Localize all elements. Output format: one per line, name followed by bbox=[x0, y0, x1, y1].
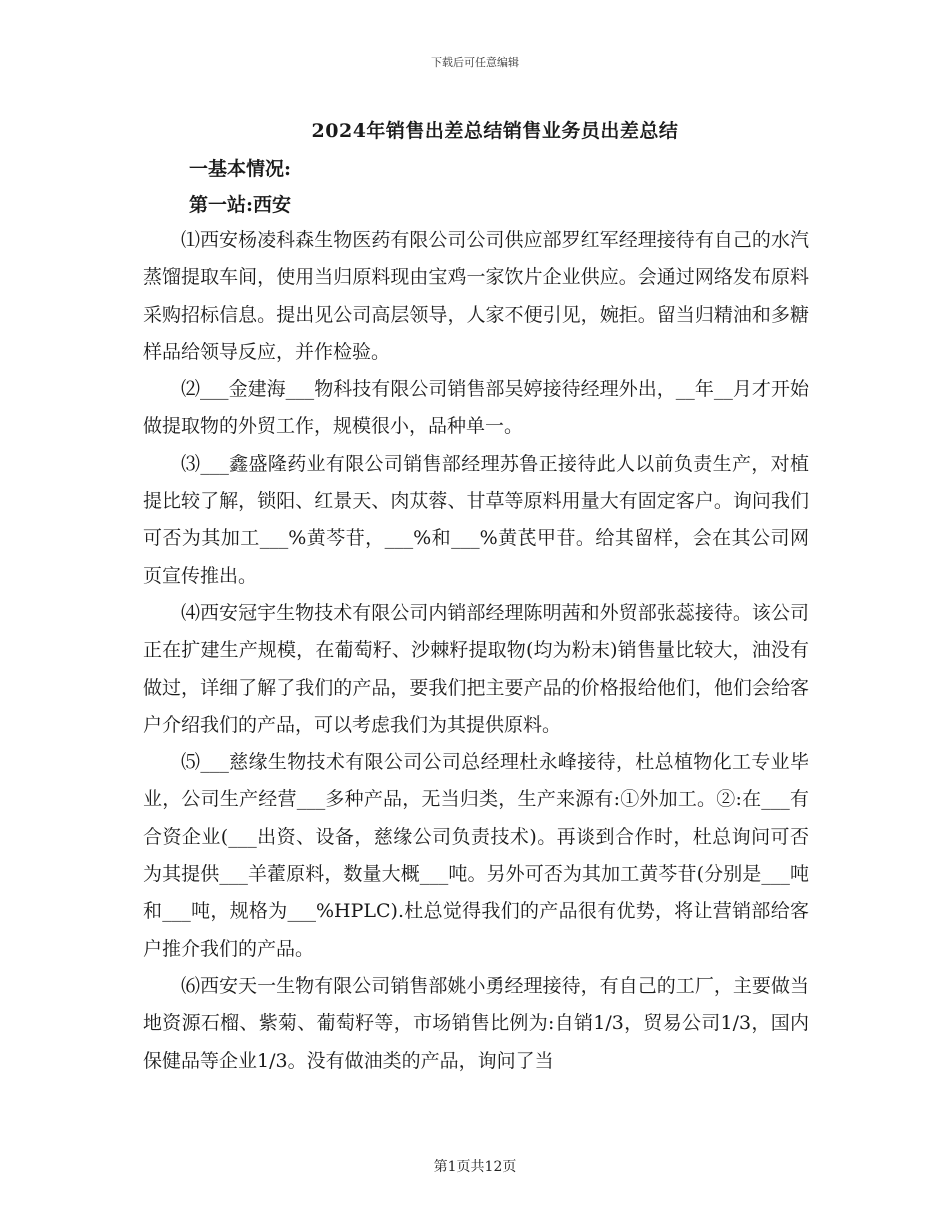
header-note: 下载后可任意编辑 bbox=[431, 56, 519, 69]
paragraph: ⑸___慈缘生物技术有限公司公司总经理杜永峰接待，杜总植物化工专业毕业，公司生产经营___多种产品，无当归类，生产来源有:①外加工。②:在___有合资企业(___出资、设备，慈缘公司负责技术)。再谈到合作时，杜总询问可否为其提供___羊藿原料，数量大概___吨。另外可否为其加工黄芩苷(分别是___吨和___吨，规格为___%HPLC).杜总觉得我们的产品很有优势，将让营销部给客户推介我们的产品。 bbox=[143, 751, 809, 960]
paragraph: ⑶___鑫盛隆药业有限公司销售部经理苏鲁正接待此人以前负责生产，对植提比较了解，锁阳、红景天、肉苁蓉、甘草等原料用量大有固定客户。询问我们可否为其加工___%黄芩苷，___%和___%黄芪甲苷。给其留样，会在其公司网页宣传推出。 bbox=[143, 452, 809, 587]
sub-heading: 第一站:西安 bbox=[189, 194, 292, 216]
paragraph: ⑷西安冠宇生物技术有限公司内销部经理陈明茜和外贸部张蕊接待。该公司正在扩建生产规模，在葡萄籽、沙棘籽提取物(均为粉末)销售量比较大，油没有做过，详细了解了我们的产品，要我们把主要产品的价格报给他们，他们会给客户介绍我们的产品，可以考虑我们为其提供原料。 bbox=[143, 601, 809, 736]
paragraph: ⑴西安杨凌科森生物医药有限公司公司供应部罗红军经理接待有自己的水汽蒸馏提取车间，使用当归原料现由宝鸡一家饮片企业供应。会通过网络发布原料采购招标信息。提出见公司高层领导，人家不便引见，婉拒。留当归精油和多糖样品给领导反应，并作检验。 bbox=[143, 229, 809, 363]
document-body bbox=[143, 222, 809, 1080]
page-footer: 第1页共12页 bbox=[433, 1159, 517, 1175]
section-heading: 一基本情况: bbox=[189, 158, 292, 180]
document-title: 2024年销售出差总结销售业务员出差总结 bbox=[311, 120, 679, 142]
paragraph: ⑹西安天一生物有限公司销售部姚小勇经理接待，有自己的工厂，主要做当地资源石榴、紫菊、葡萄籽等，市场销售比例为:自销1/3，贸易公司1/3，国内保健品等企业1/3。没有做油类的产品，询问了当 bbox=[143, 974, 809, 1072]
paragraph: ⑵___金建海___物科技有限公司销售部吴婷接待经理外出，__年__月才开始做提取物的外贸工作，规模很小，品种单一。 bbox=[143, 378, 809, 438]
